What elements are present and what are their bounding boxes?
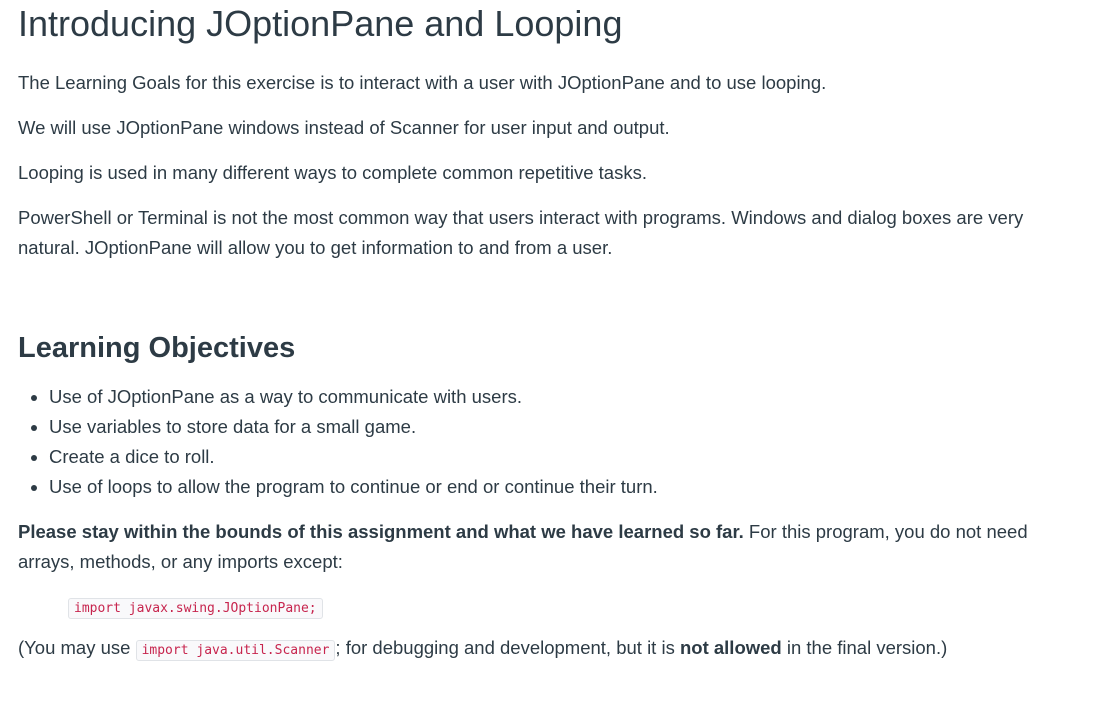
- intro-paragraph-terminal: PowerShell or Terminal is not the most common way that users interact with programs. Windows and dialog boxes are very natural. JOptionPane will allow you to get information to and from a user.: [18, 207, 1024, 258]
- scanner-note-after: in the final version.): [781, 637, 948, 658]
- scanner-note-before: (You may use: [18, 637, 136, 658]
- intro-paragraph-joptionpane: We will use JOptionPane windows instead of Scanner for user input and output.: [18, 117, 670, 138]
- scanner-note-paragraph: [18, 633, 1061, 666]
- bounds-paragraph: [18, 517, 1061, 577]
- bounds-rest-text: For this program, you do not need arrays, methods, or any imports except:: [18, 521, 1028, 572]
- objective-item: • Create a dice to roll.: [49, 442, 1061, 472]
- not-allowed-bold-text: not allowed: [679, 637, 782, 658]
- learning-objectives-heading: Learning Objectives: [18, 332, 296, 364]
- scanner-import-code: import java.util.Scanner: [136, 640, 336, 661]
- intro-paragraph-looping: Looping is used in many different ways to complete common repetitive tasks.: [18, 162, 647, 183]
- bounds-bold-text: Please stay within the bounds of this assignment and what we have learned so far.: [18, 521, 744, 542]
- page-title: Introducing JOptionPane and Looping: [18, 3, 623, 44]
- objective-item: • Use variables to store data for a small game.: [49, 412, 1061, 442]
- page-content: [0, 2, 1101, 666]
- scanner-note-middle: ; for debugging and development, but it is: [335, 637, 680, 658]
- objective-item: • Use of JOptionPane as a way to communicate with users.: [49, 382, 1061, 412]
- objective-item: • Use of loops to allow the program to continue or end or continue their turn.: [49, 472, 1061, 502]
- joptionpane-import-code: import javax.swing.JOptionPane;: [68, 598, 323, 619]
- intro-paragraph-goals: The Learning Goals for this exercise is to interact with a user with JOptionPane and to use looping.: [18, 72, 827, 93]
- import-code-block: [68, 599, 1061, 617]
- objectives-list: [18, 382, 1061, 502]
